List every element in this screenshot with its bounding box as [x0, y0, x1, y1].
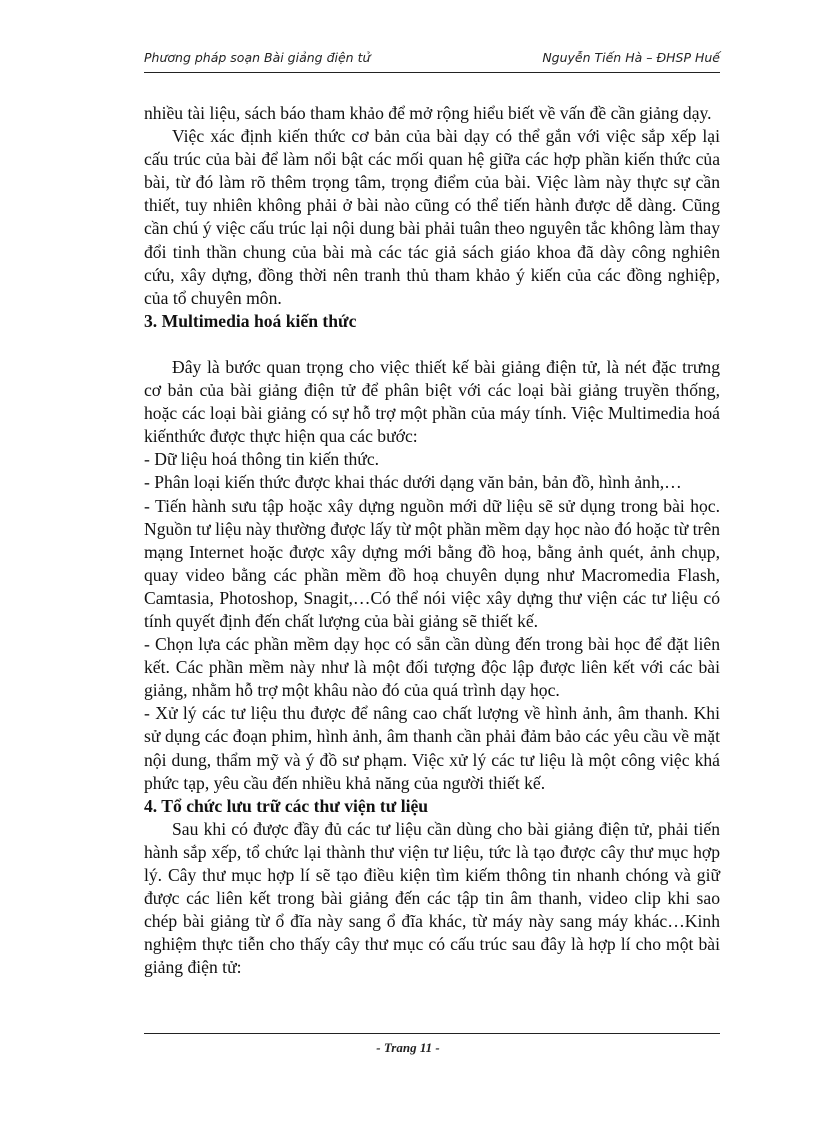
section-heading-4: 4. Tổ chức lưu trữ các thư viện tư liệu [144, 795, 429, 816]
header-title: Phương pháp soạn Bài giảng điện tử [144, 50, 371, 65]
bullet-item: - Xử lý các tư liệu thu được để nâng cao chất lượng về hình ảnh, âm thanh. Khi sử dụng các đoạn phim, hình ảnh, âm thanh cần phải đảm bảo các yêu cầu về mặt nội dung, thẩm mỹ và ý đồ sư phạm. Việc xử lý các tư liệu là một công việc khá phức tạp, yêu cầu đến nhiều khả năng của người thiết kế. [144, 703, 720, 793]
bullet-item: - Phân loại kiến thức được khai thác dưới dạng văn bản, bản đồ, hình ảnh,… [144, 472, 682, 493]
header-divider [144, 72, 720, 73]
section-heading-3: 3. Multimedia hoá kiến thức [144, 310, 357, 331]
paragraph-multimedia-intro: Đây là bước quan trọng cho việc thiết kế bài giảng điện tử, là nét đặc trưng cơ bản của bài giảng điện tử để phân biệt với các loại bài giảng truyền thống, hoặc các loại bài giảng có sự hỗ trợ một phần của máy tính. Việc Multimedia hoá kiếnthức được thực hiện qua các bước: [144, 356, 720, 447]
bullet-item: - Tiến hành sưu tập hoặc xây dựng nguồn mới dữ liệu sẽ sử dụng trong bài học. Nguồn tư liệu này thường được lấy từ một phần mềm dạy học nào đó hoặc từ trên mạng Internet hoặc được xây dựng mới bằng đồ hoạ, bằng ảnh quét, ảnh chụp, quay video bằng các phần mềm đồ hoạ chuyên dụng như Macromedia Flash, Camtasia, Photoshop, Snagit,…Có thể nói việc xây dựng thư viện các tư liệu có tính quyết định đến chất lượng của bài giảng sẽ thiết kế. [144, 495, 720, 631]
bullet-item: - Dữ liệu hoá thông tin kiến thức. [144, 449, 380, 470]
footer-divider [144, 1033, 720, 1034]
page-body [144, 102, 720, 979]
section-spacer [144, 333, 720, 356]
paragraph-knowledge-structure: Việc xác định kiến thức cơ bản của bài dạy có thể gắn với việc sắp xếp lại cấu trúc của bài để làm nổi bật các mối quan hệ giữa các hợp phần kiến thức của bài, từ đó làm rõ thêm trọng tâm, trọng điểm của bài. Việc làm này thực sự cần thiết, tuy nhiên không phải ở bài nào cũng có thể tiến hành được dễ dàng. Cũng cần chú ý việc cấu trúc lại nội dung bài phải tuân theo nguyên tắc không làm thay đổi tinh thần chung của bài mà các tác giả sách giáo khoa đã dày công nghiên cứu, xây dựng, đồng thời nên tranh thủ tham khảo ý kiến của các đồng nghiệp, của tổ chuyên môn. [144, 126, 720, 308]
paragraph-continuation: nhiều tài liệu, sách báo tham khảo để mở rộng hiểu biết về vấn đề cần giảng dạy. [144, 103, 712, 123]
header-author: Nguyễn Tiến Hà – ĐHSP Huế [542, 50, 720, 65]
page-number: - Trang 11 - [376, 1040, 440, 1055]
paragraph-library-organization: Sau khi có được đầy đủ các tư liệu cần dùng cho bài giảng điện tử, phải tiến hành sắp xếp, tổ chức lại thành thư viện tư liệu, tức là tạo được cây thư mục hợp lý. Cây thư mục hợp lí sẽ tạo điều kiện tìm kiếm thông tin nhanh chóng và giữ được các liên kết trong bài giảng đến các tập tin âm thanh, video clip khi sao chép bài giảng từ ổ đĩa này sang ổ đĩa khác, từ máy này sang máy khác…Kinh nghiệm thực tiễn cho thấy cây thư mục có cấu trúc sau đây là hợp lí cho một bài giảng điện tử: [144, 818, 720, 978]
page-header [144, 50, 720, 70]
bullet-item: - Chọn lựa các phần mềm dạy học có sẵn cần dùng đến trong bài học để đặt liên kết. Các phần mềm này như là một đối tượng độc lập được liên kết với các bài giảng, nhằm hỗ trợ một khâu nào đó của quá trình dạy học. [144, 634, 720, 701]
